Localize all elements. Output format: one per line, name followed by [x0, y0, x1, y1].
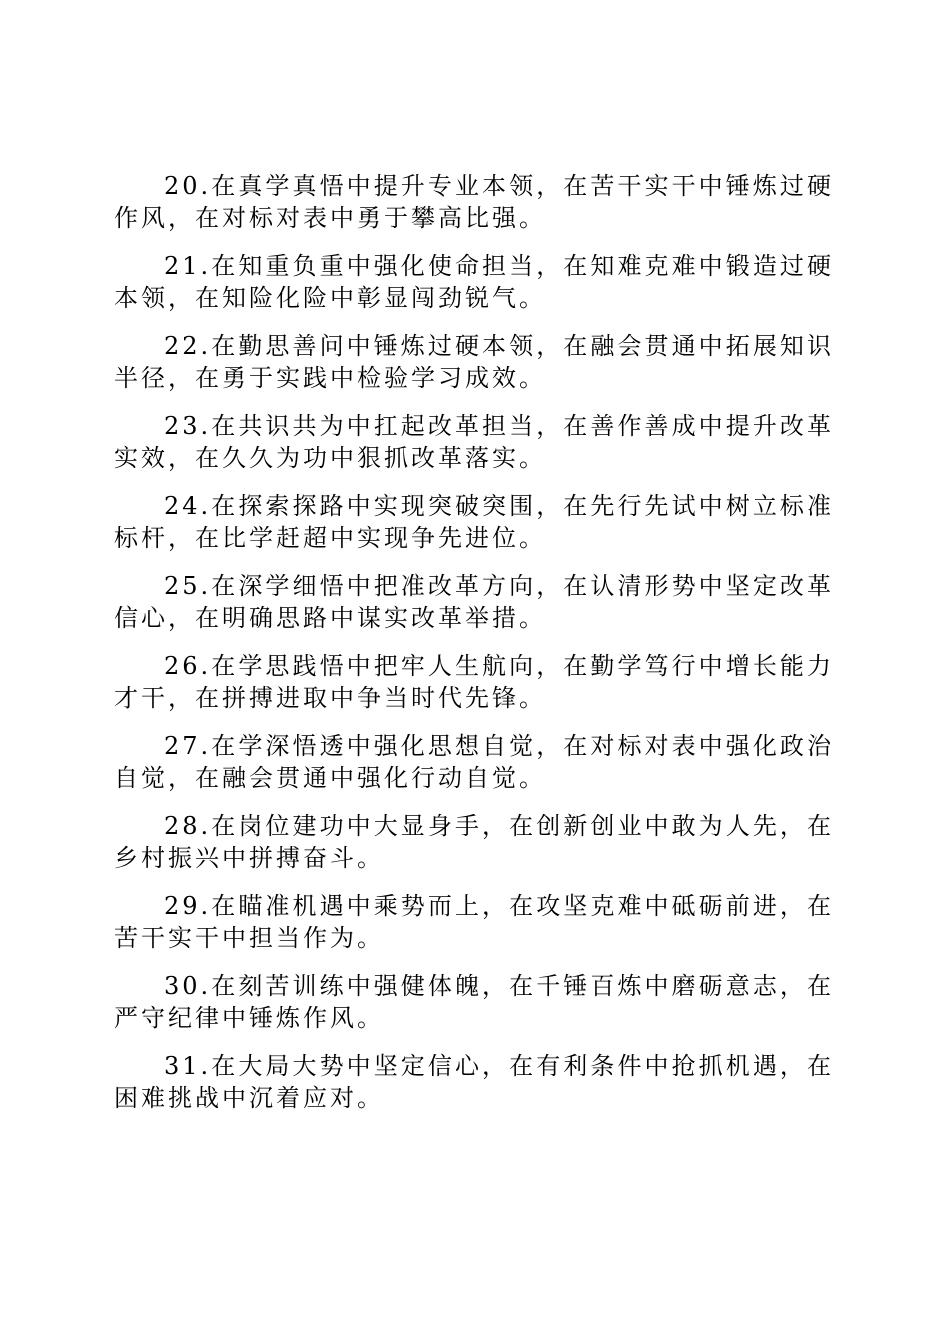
document-body [114, 170, 834, 1130]
paragraph-31: 31.在大局大势中坚定信心，在有利条件中抢抓机遇，在困难挑战中沉着应对。 [114, 1052, 834, 1112]
paragraph-22: 22.在勤思善问中锤炼过硬本领，在融会贯通中拓展知识半径，在勇于实践中检验学习成效。 [114, 332, 834, 392]
paragraph-20: 20.在真学真悟中提升专业本领，在苦干实干中锤炼过硬作风，在对标对表中勇于攀高比强。 [114, 172, 834, 232]
paragraph-24: 24.在探索探路中实现突破突围，在先行先试中树立标准标杆，在比学赶超中实现争先进位。 [114, 492, 834, 552]
paragraph-28: 28.在岗位建功中大显身手，在创新创业中敢为人先，在乡村振兴中拼搏奋斗。 [114, 812, 834, 872]
paragraph-25: 25.在深学细悟中把准改革方向，在认清形势中坚定改革信心，在明确思路中谋实改革举措。 [114, 572, 834, 632]
paragraph-26: 26.在学思践悟中把牢人生航向，在勤学笃行中增长能力才干，在拼搏进取中争当时代先锋。 [114, 652, 834, 712]
paragraph-27: 27.在学深悟透中强化思想自觉，在对标对表中强化政治自觉，在融会贯通中强化行动自觉。 [114, 732, 834, 792]
paragraph-23: 23.在共识共为中扛起改革担当，在善作善成中提升改革实效，在久久为功中狠抓改革落实。 [114, 412, 834, 472]
paragraph-29: 29.在瞄准机遇中乘势而上，在攻坚克难中砥砺前进，在苦干实干中担当作为。 [114, 892, 834, 952]
paragraph-21: 21.在知重负重中强化使命担当，在知难克难中锻造过硬本领，在知险化险中彰显闯劲锐气。 [114, 252, 834, 312]
paragraph-30: 30.在刻苦训练中强健体魄，在千锤百炼中磨砺意志，在严守纪律中锤炼作风。 [114, 972, 834, 1032]
